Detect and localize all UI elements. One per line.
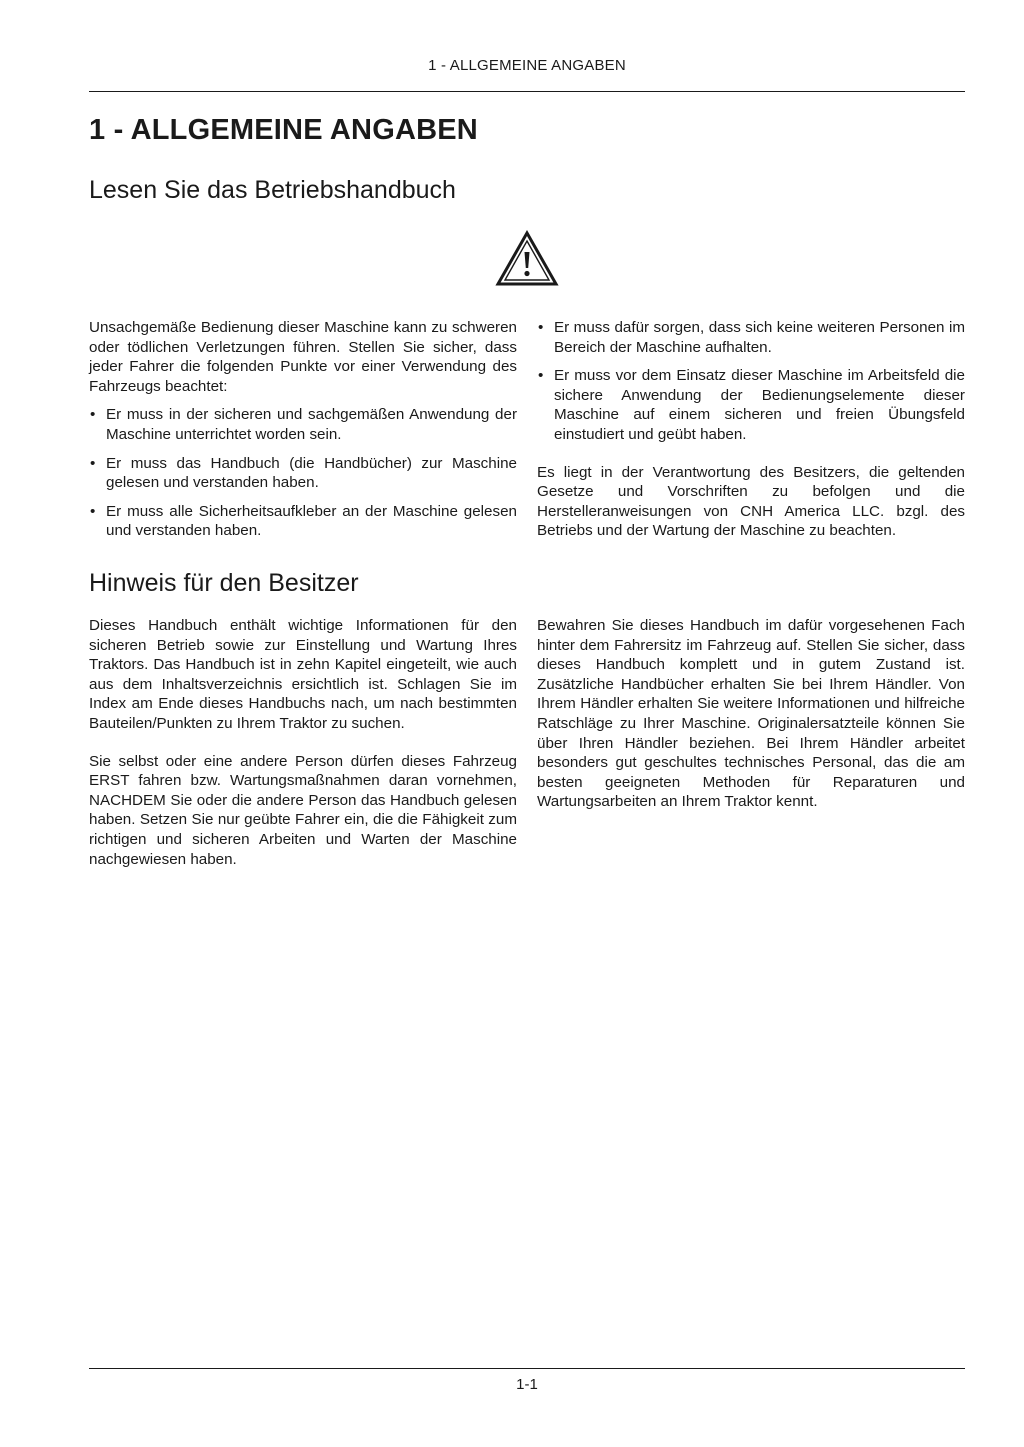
manual-contents-paragraph: Dieses Handbuch enthält wichtige Informationen für den sicheren Betrieb sowie zur Einstellung und Wartung Ihres Traktors. Das Handbuch ist in zehn Kapitel eingeteilt, wie auch aus dem Inhaltsverzeichnis ersichtlich ist. Schlagen Sie im Index am Ende dieses Handbuchs nach, um nach bestimmten Bauteilen/Punkten zu Ihrem Traktor zu suchen.	[89, 617, 517, 732]
list-item	[89, 454, 517, 493]
section2-right-column	[537, 616, 965, 821]
bullet-icon: •	[90, 454, 96, 472]
bullet-list-left	[89, 405, 517, 541]
warning-triangle-icon	[495, 230, 559, 286]
section2-left-column	[89, 616, 517, 878]
section-title-read-manual: Lesen Sie das Betriebshandbuch	[89, 176, 456, 204]
list-item-text: Er muss alle Sicherheitsaufkleber an der Maschine gelesen und verstanden haben.	[106, 502, 517, 540]
bullet-icon: •	[538, 367, 544, 385]
header-rule	[89, 91, 965, 92]
list-item-text: Er muss dafür sorgen, dass sich keine weiteren Personen im Bereich der Maschine aufhalten.	[554, 319, 965, 356]
list-item	[89, 405, 517, 444]
running-header: 1 - ALLGEMEINE ANGABEN	[428, 57, 626, 74]
section1-right-column	[537, 318, 965, 550]
list-item-text: Er muss in der sicheren und sachgemäßen Anwendung der Maschine unterrichtet worden sein.	[106, 406, 517, 443]
page-number: 1-1	[516, 1376, 538, 1393]
manual-storage-paragraph: Bewahren Sie dieses Handbuch im dafür vorgesehenen Fach hinter dem Fahrersitz im Fahrzeug auf. Stellen Sie sicher, dass dieses Handbuch komplett und in gutem Zustand ist. Zusätzliche Handbücher erhalten Sie bei Ihrem Händler. Von Ihrem Händler erhalten Sie weitere Informationen und hilfreiche Ratschläge zu Ihrer Maschine. Originalersatzteile können Sie über Ihren Händler beziehen. Bei Ihrem Händler arbeitet besonders gut geschultes technisches Personal, das die am besten geeigneten Methoden für Reparaturen und Wartungsarbeiten an Ihrem Traktor kennt.	[537, 617, 965, 811]
section-title-owner-notice: Hinweis für den Besitzer	[89, 569, 359, 597]
list-item-text: Er muss das Handbuch (die Handbücher) zur Maschine gelesen und verstanden haben.	[106, 454, 517, 492]
bullet-list-right	[537, 318, 965, 445]
section1-left-column	[89, 318, 517, 550]
bullet-icon: •	[90, 406, 96, 424]
list-item	[89, 502, 517, 541]
bullet-icon: •	[90, 502, 96, 520]
bullet-icon: •	[538, 319, 544, 336]
list-item	[537, 366, 965, 444]
list-item	[537, 318, 965, 357]
owner-responsibility-paragraph: Es liegt in der Verantwortung des Besitzers, die geltenden Gesetze und Vorschriften zu befolgen und die Herstelleranweisungen von CNH America LLC. bzgl. des Betriebs und der Wartung der Maschine zu beachten.	[537, 463, 965, 540]
list-item-text: Er muss vor dem Einsatz dieser Maschine im Arbeitsfeld die sichere Anwendung der Bedienungselemente dieser Maschine auf einem sicheren und freien Übungsfeld einstudiert und geübt haben.	[554, 367, 965, 443]
intro-paragraph: Unsachgemäße Bedienung dieser Maschine kann zu schweren oder tödlichen Verletzungen führen. Stellen Sie sicher, dass jeder Fahrer die folgenden Punkte vor einer Verwendung des Fahrzeugs beachtet:	[89, 319, 517, 395]
footer-rule	[89, 1368, 965, 1369]
operator-requirement-paragraph: Sie selbst oder eine andere Person dürfen dieses Fahrzeug ERST fahren bzw. Wartungsmaßnahmen daran vornehmen, NACHDEM Sie oder die andere Person das Handbuch gelesen haben. Setzen Sie nur geübte Fahrer ein, die die Fähigkeit zum richtigen und sicheren Arbeiten und Warten der Maschine nachgewiesen haben.	[89, 752, 517, 868]
chapter-title: 1 - ALLGEMEINE ANGABEN	[89, 114, 478, 146]
